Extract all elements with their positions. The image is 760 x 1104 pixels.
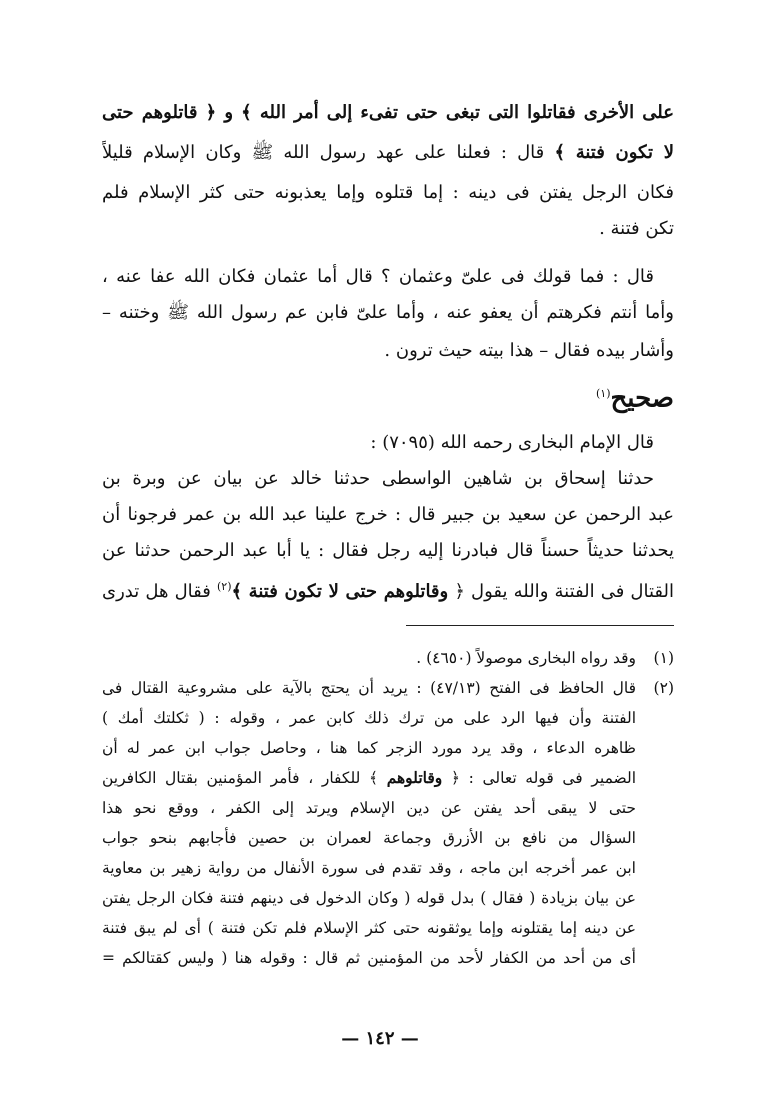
footnote-text: ابن عمر أخرجه ابن ماجه ، وقد تقدم فى سورة الأنفال من رواية زهير بن معاوية [102, 859, 636, 877]
main-text-line: وأشار بيده فقال – هذا بيته حيث ترون . [384, 340, 674, 361]
main-text-fragment: القتال فى الفتنة والله يقول ﴿ [448, 581, 674, 602]
footnote-text: أى من أحد من الكفار لأحد من المؤمنين ثم قال : وقوله هنا ( وليس كقتالكم = [102, 949, 636, 967]
footnote-marker: (١) [595, 387, 611, 400]
footnote-text: الفتنة وأن فيها الرد على من ترك ذلك كابن عمر ، وقوله : ( ثكلتك أمك ) [102, 709, 636, 727]
footnote-divider [406, 625, 674, 626]
footnote-fragment: الضمير فى قوله تعالى : ﴿ [442, 769, 636, 787]
quran-quote-bold: لا تكون فتنة ﴾ [554, 142, 674, 163]
main-text-line: فكان الرجل يفتن فى دينه : إما قتلوه وإما يعذبونه حتى كثر الإسلام فلم [102, 182, 674, 203]
footnote-number: (٢) [653, 679, 674, 697]
footnote-text: قال الحافظ فى الفتح (٤٧/١٣) : يريد أن يحتج بالآية على مشروعية القتال فى [102, 679, 636, 697]
footnote-text: عن بيان بزيادة ( فقال ) بدل قوله ( وكان الدخول فى دينهم فتنة فكان الرجل يفتن [102, 889, 636, 907]
footnote-text: حتى لا يبقى أحد يفتن عن دين الإسلام ويرتد إلى الكفر ، ووقع نحو هذا [102, 799, 636, 817]
quran-quote-bold: وقاتلوهم حتى لا تكون فتنة ﴾ [231, 581, 449, 602]
main-text-fragment: فقال هل تدرى [102, 581, 217, 602]
footnote-fragment: ﴾ للكفار ، فأمر المؤمنين بقتال الكافرين [102, 769, 387, 787]
main-text-line: عبد الرحمن عن سعيد بن جبير قال : خرج علينا عبد الله بن عمر فرجونا أن [102, 504, 674, 525]
footnote-text: السؤال من نافع بن الأزرق وجماعة لعمران بن حصين فأجابهم بنحو جواب [102, 829, 636, 847]
main-text-line: تكن فتنة . [599, 218, 674, 239]
main-text-line [102, 138, 674, 168]
main-text-line: يحدثنا حديثاً حسناً قال فبادرنا إليه رجل فقال : يا أبا عبد الرحمن حدثنا عن [102, 540, 674, 561]
section-heading [596, 374, 674, 419]
footnote-number: (١) [653, 649, 674, 667]
footnote-text: وقد رواه البخارى موصولاً (٤٦٥٠) . [416, 649, 636, 667]
main-text-line: حدثنا إسحاق بن شاهين الواسطى حدثنا خالد عن بيان عن وبرة بن [102, 468, 654, 489]
heading-text: صحيح [610, 383, 674, 414]
page-number: — ١٤٢ — [341, 1028, 419, 1049]
main-text-line [102, 572, 674, 602]
footnote-text: عن دينه إما يقتلونه وإما يوثقونه حتى كثر الإسلام فلم تكن فتنة ) أى لم يبق فتنة [102, 919, 636, 937]
main-text-line: على الأخرى فقاتلوا التى تبغى حتى تفىء إلى أمر الله ﴾ و ﴿ قاتلوهم حتى [102, 102, 674, 123]
main-text-line: قال : فما قولك فى علىّ وعثمان ؟ قال أما عثمان فكان الله عفا عنه ، [102, 266, 654, 287]
main-text-line: وأما أنتم فكرهتم أن يعفو عنه ، وأما علىّ فابن عم رسول الله ﷺ وختنه – [102, 302, 674, 323]
footnote-text: ظاهره الدعاء ، وقد يرد مورد الزجر كما هنا ، وحاصل جواب ابن عمر له أن [102, 739, 636, 757]
footnote-marker: (٢) [216, 580, 232, 593]
main-text-line: قال الإمام البخارى رحمه الله (٧٠٩٥) : [370, 432, 654, 453]
quran-quote-bold: وقاتلوهم [386, 768, 443, 787]
footnote-text [102, 764, 636, 792]
main-text-fragment: قال : فعلنا على عهد رسول الله ﷺ وكان الإسلام قليلاً [102, 142, 555, 163]
